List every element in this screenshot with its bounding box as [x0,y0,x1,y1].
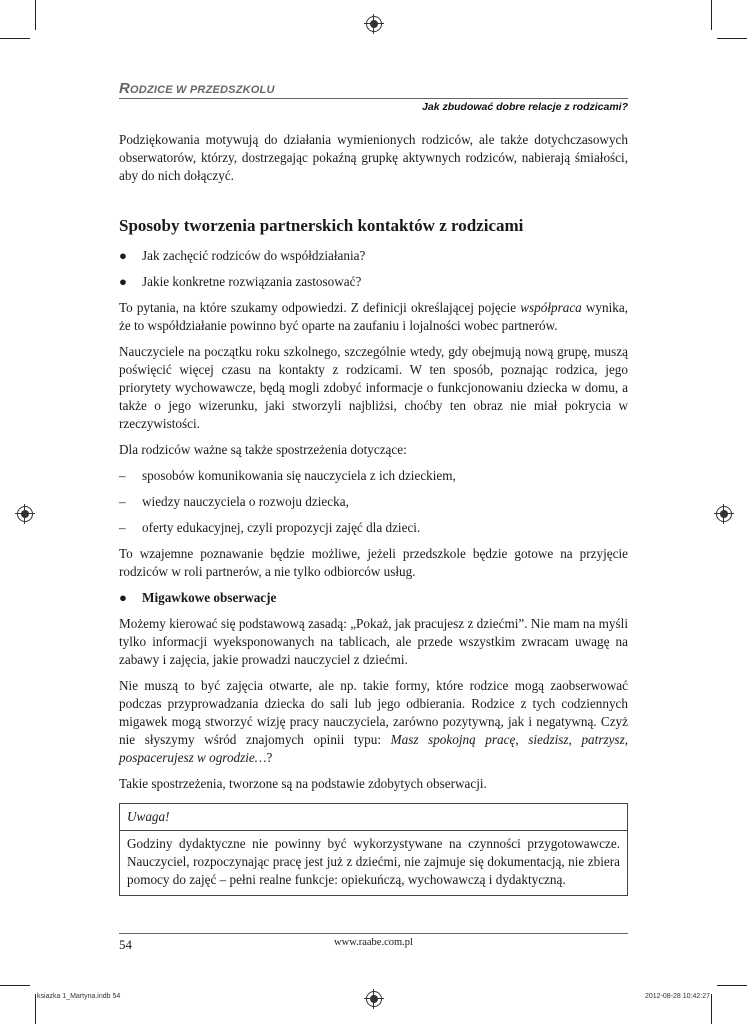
crop-mark [717,38,747,39]
bullet-icon: ● [119,248,127,263]
dash-list-item: – oferty edukacyjnej, czyli propozycji zajęć dla dzieci. [119,520,421,535]
paragraph-conclusion: Takie spostrzeżenia, tworzone są na podstawie zdobytych obserwacji. [119,776,487,791]
paragraph-open-classes: Nie muszą to być zajęcia otwarte, ale np. takie formy, które rodzice mogą zaobserwować podczas przyprowadzania dziecka do sali lub jego odbierania. Rodzice z tych codziennych migawek mogą stworzyć wizję pracy nauczyciela, zarówno pozytywną, jak i negatywną. Czyż nie słyszymy wśród znajomych opinii typu: Masz spokojną pracę, siedzisz, patrzysz, pospacerujesz w ogrodzie…? [119,678,628,765]
note-box [119,803,628,896]
bullet-icon: ● [119,274,127,289]
footer-url: www.raabe.com.pl [334,937,413,948]
running-title-rest: ODZICE W PRZEDSZKOLU [130,84,275,96]
dash-icon: – [119,468,126,483]
paragraph-observations-intro: Dla rodziców ważne są także spostrzeżenia dotyczące: [119,442,407,457]
section-heading: Sposoby tworzenia partnerskich kontaktów z rodzicami [119,216,524,235]
registration-mark-icon [17,506,33,522]
dash-icon: – [119,494,126,509]
note-body: Godziny dydaktyczne nie powinny być wykorzystywane na czynności przygotowawcze. Nauczyciel, rozpoczynając pracę jest już z dziećmi, nie zajmuje się dokumentacją, nie zbiera pomocy do zajęć – pełni realne funkcje: opiekuńczą, wychowawczą i dydaktyczną. [127,836,620,887]
footer-rule [119,933,628,934]
crop-mark [711,994,712,1024]
paragraph-partnership: To wzajemne poznawanie będzie możliwe, jeżeli przedszkole będzie gotowe na przyjęcie rodziców w roli partnerów, a nie tylko odbiorców usług. [119,546,628,579]
page-content [119,131,628,896]
section-title: Jak zbudować dobre relacje z rodzicami? [422,101,628,113]
paragraph-show-how: Możemy kierować się podstawową zasadą: „Pokaż, jak pracujesz z dziećmi”. Nie mam na myśli tylko informacji wyeksponowanych na tablicach, ale przede wszystkim zwracam uwagę na zabawy i zajęcia, jakie prowadzi nauczyciel z dziećmi. [119,616,628,667]
registration-mark-icon [716,506,732,522]
bullet-icon: ● [119,590,127,605]
dash-icon: – [119,520,126,535]
page-number: 54 [119,937,132,952]
running-title-initial: R [119,80,131,97]
registration-mark-icon [366,991,382,1007]
question-item: ● Jakie konkretne rozwiązania zastosować? [119,274,362,289]
running-title [119,80,275,97]
crop-mark [0,985,30,986]
crop-mark [0,38,30,39]
note-title: Uwaga! [120,804,627,831]
intro-paragraph: Podziękowania motywują do działania wymienionych rodziców, ale także dotychczasowych obserwatorów, którzy, dostrzegając pokaźną grupkę aktywnych rodziców, nabierają śmiałości, aby do nich dołączyć. [119,132,628,183]
question-item: ● Jak zachęcić rodziców do współdziałania? [119,248,366,263]
slug-timestamp: 2012-08-28 10:42:27 [645,993,710,1000]
slug-file: ksiazka 1_Martyna.indb 54 [37,993,121,1000]
paragraph-teachers: Nauczyciele na początku roku szkolnego, szczególnie wtedy, gdy obejmują nową grupę, muszą poświęcić więcej czasu na kontakty z rodzicami. W ten sposób, poznając rodzica, jego priorytety wychowawcze, będą mogli zdobyć informacje o funkcjonowaniu dziecka w domu, a także o jego wizerunku, jaki stworzyli najbliżsi, choćby ten obraz nie miał pokrycia w rzeczywistości. [119,344,628,431]
subheading: ● Migawkowe obserwacje [119,590,277,605]
dash-list-item: – sposobów komunikowania się nauczyciela z ich dzieckiem, [119,468,456,483]
dash-list-item: – wiedzy nauczyciela o rozwoju dziecka, [119,494,349,509]
header-rule [119,98,628,99]
paragraph-definition: To pytania, na które szukamy odpowiedzi. Z definicji określającej pojęcie współpraca wynika, że to współdziałanie powinno być oparte na zaufaniu i lojalności wobec partnerów. [119,300,628,333]
crop-mark [35,0,36,30]
crop-mark [717,985,747,986]
crop-mark [35,994,36,1024]
registration-mark-icon [366,16,382,32]
crop-mark [711,0,712,30]
